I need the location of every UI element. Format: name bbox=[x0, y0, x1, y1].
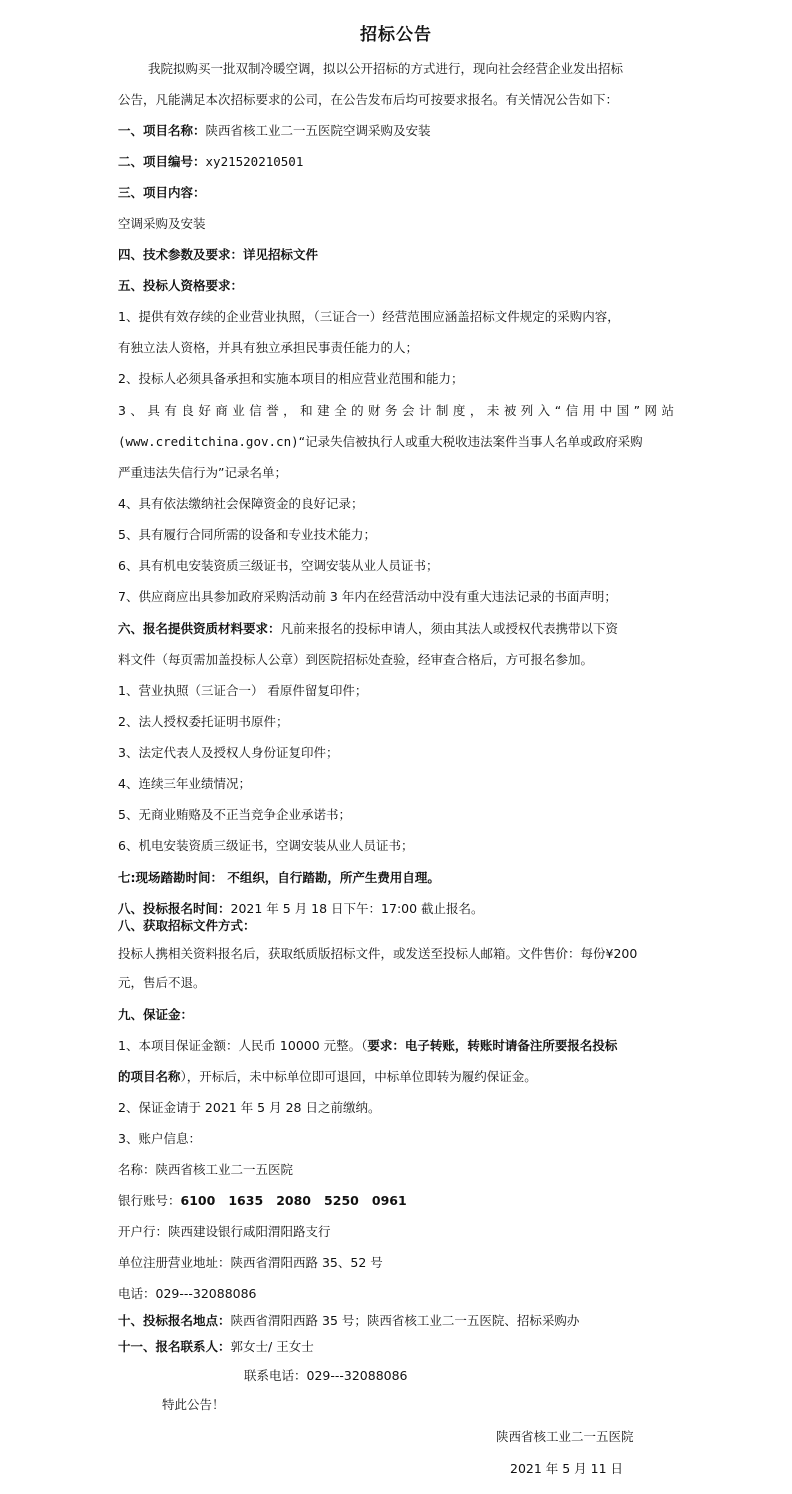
section-8b-label: 八、获取招标文件方式： bbox=[118, 918, 256, 933]
section-10 bbox=[118, 1312, 692, 1330]
material-2: 2、法人授权委托证明书原件； bbox=[118, 714, 289, 729]
deposit-1-cont bbox=[118, 1068, 692, 1086]
section-2-label: 二、项目编号： bbox=[118, 154, 206, 169]
section-10-label: 十、投标报名地点： bbox=[118, 1313, 231, 1328]
qualification-3c: 严重违法失信行为”记录名单； bbox=[118, 465, 287, 480]
contact-phone: 联系电话：029---32088086 bbox=[244, 1368, 408, 1383]
qualification-7: 7、供应商应出具参加政府采购活动前 3 年内在经营活动中没有重大违法记录的书面声明； bbox=[118, 589, 617, 604]
project-number: xy21520210501 bbox=[205, 154, 304, 169]
signature: 陕西省核工业二一五医院 bbox=[496, 1429, 634, 1444]
account-name: 名称：陕西省核工业二一五医院 bbox=[118, 1162, 294, 1177]
qualification-2: 2、投标人必须具备承担和实施本项目的相应营业范围和能力； bbox=[118, 371, 464, 386]
section-8a bbox=[118, 900, 692, 918]
qualification-1b: 有独立法人资格，并具有独立承担民事责任能力的人； bbox=[118, 340, 419, 355]
section-11-label: 十一、报名联系人： bbox=[118, 1339, 231, 1354]
qualification-3a: 3、具有良好商业信誉，和建全的财务会计制度，未被列入“信用中国”网站 bbox=[118, 403, 674, 418]
qualification-6: 6、具有机电安装资质三级证书，空调安装从业人员证书； bbox=[118, 558, 439, 573]
registration-time: 2021 年 5 月 18 日下午：17:00 截止报名。 bbox=[230, 901, 484, 916]
material-5: 5、无商业贿赂及不正当竞争企业承诺书； bbox=[118, 807, 351, 822]
section-6-line-1: 凡前来报名的投标申请人，须由其法人或授权代表携带以下资 bbox=[280, 621, 619, 636]
section-4: 四、技术参数及要求：详见招标文件 bbox=[118, 247, 319, 262]
contact-persons: 郭女士/ 王女士 bbox=[230, 1339, 314, 1354]
project-content: 空调采购及安装 bbox=[118, 216, 206, 231]
page-title: 招标公告 bbox=[360, 25, 432, 45]
notice-date: 2021 年 5 月 11 日 bbox=[510, 1461, 624, 1476]
section-7 bbox=[118, 869, 692, 887]
deposit-1-cont-bold: 的项目名称 bbox=[118, 1069, 181, 1084]
qualification-1a: 1、提供有效存续的企业营业执照，（三证合一）经营范围应涵盖招标文件规定的采购内容， bbox=[118, 309, 620, 324]
section-7-label: 七:现场踏勘时间： bbox=[118, 870, 223, 885]
creditchina-url: (www.creditchina.gov.cn) bbox=[118, 434, 299, 449]
deposit-1-cont-rest: ），开标后，未中标单位即可退回，中标单位即转为履约保证金。 bbox=[180, 1069, 537, 1084]
section-6 bbox=[118, 620, 692, 638]
intro-line-1: 我院拟购买一批双制冷暖空调，拟以公开招标的方式进行，现向社会经营企业发出招标 bbox=[148, 61, 624, 76]
deposit-2: 2、保证金请于 2021 年 5 月 28 日之前缴纳。 bbox=[118, 1100, 381, 1115]
section-1-label: 一、项目名称： bbox=[118, 123, 206, 138]
closing-text: 特此公告！ bbox=[162, 1397, 225, 1412]
material-1: 1、营业执照（三证合一） 看原件留复印件； bbox=[118, 683, 368, 698]
qualification-3b bbox=[118, 433, 692, 451]
section-8a-label: 八、投标报名时间： bbox=[118, 901, 231, 916]
deposit-1-bold: 要求：电子转账，转账时请备注所要报名投标 bbox=[367, 1038, 618, 1053]
site-visit-value: 不组织，自行踏勘，所产生费用自理。 bbox=[223, 870, 440, 885]
qualification-5: 5、具有履行合同所需的设备和专业技术能力； bbox=[118, 527, 376, 542]
qualification-4: 4、具有依法缴纳社会保障资金的良好记录； bbox=[118, 496, 364, 511]
material-6: 6、机电安装资质三级证书，空调安装从业人员证书； bbox=[118, 838, 414, 853]
section-8b-line-1: 投标人携相关资料报名后，获取纸质版招标文件，或发送至投标人邮箱。文件售价：每份¥200 bbox=[118, 946, 638, 961]
intro-line-2: 公告，凡能满足本次招标要求的公司，在公告发布后均可按要求报名。有关情况公告如下： bbox=[118, 92, 619, 107]
registration-location: 陕西省渭阳西路 35 号；陕西省核工业二一五医院、招标采购办 bbox=[230, 1313, 580, 1328]
account-number-value: 6100 1635 2080 5250 0961 bbox=[180, 1193, 407, 1208]
section-6-line-2: 料文件（每页需加盖投标人公章）到医院招标处查验，经审查合格后，方可报名参加。 bbox=[118, 652, 594, 667]
deposit-3: 3、账户信息： bbox=[118, 1131, 201, 1146]
section-1 bbox=[118, 122, 692, 140]
project-name: 陕西省核工业二一五医院空调采购及安装 bbox=[205, 123, 431, 138]
section-3-label: 三、项目内容： bbox=[118, 185, 206, 200]
section-5-label: 五、投标人资格要求： bbox=[118, 278, 244, 293]
account-phone: 电话：029---32088086 bbox=[118, 1286, 257, 1301]
section-2 bbox=[118, 153, 692, 171]
section-9-label: 九、保证金： bbox=[118, 1007, 194, 1022]
registered-address: 单位注册营业地址：陕西省渭阳西路 35、52 号 bbox=[118, 1255, 383, 1270]
section-6-label: 六、报名提供资质材料要求： bbox=[118, 621, 281, 636]
section-8b-line-2: 元，售后不退。 bbox=[118, 975, 206, 990]
account-bank: 开户行：陕西建设银行咸阳渭阳路支行 bbox=[118, 1224, 331, 1239]
material-4: 4、连续三年业绩情况； bbox=[118, 776, 251, 791]
account-number bbox=[118, 1192, 692, 1210]
deposit-1-pre: 1、本项目保证金额：人民币 10000 元整。（ bbox=[118, 1038, 368, 1053]
material-3: 3、法定代表人及授权人身份证复印件； bbox=[118, 745, 339, 760]
account-number-label: 银行账号： bbox=[118, 1193, 181, 1208]
qualification-3b-rest: “记录失信被执行人或重大税收违法案件当事人名单或政府采购 bbox=[298, 434, 643, 449]
section-11 bbox=[118, 1338, 692, 1356]
deposit-1 bbox=[118, 1037, 692, 1055]
